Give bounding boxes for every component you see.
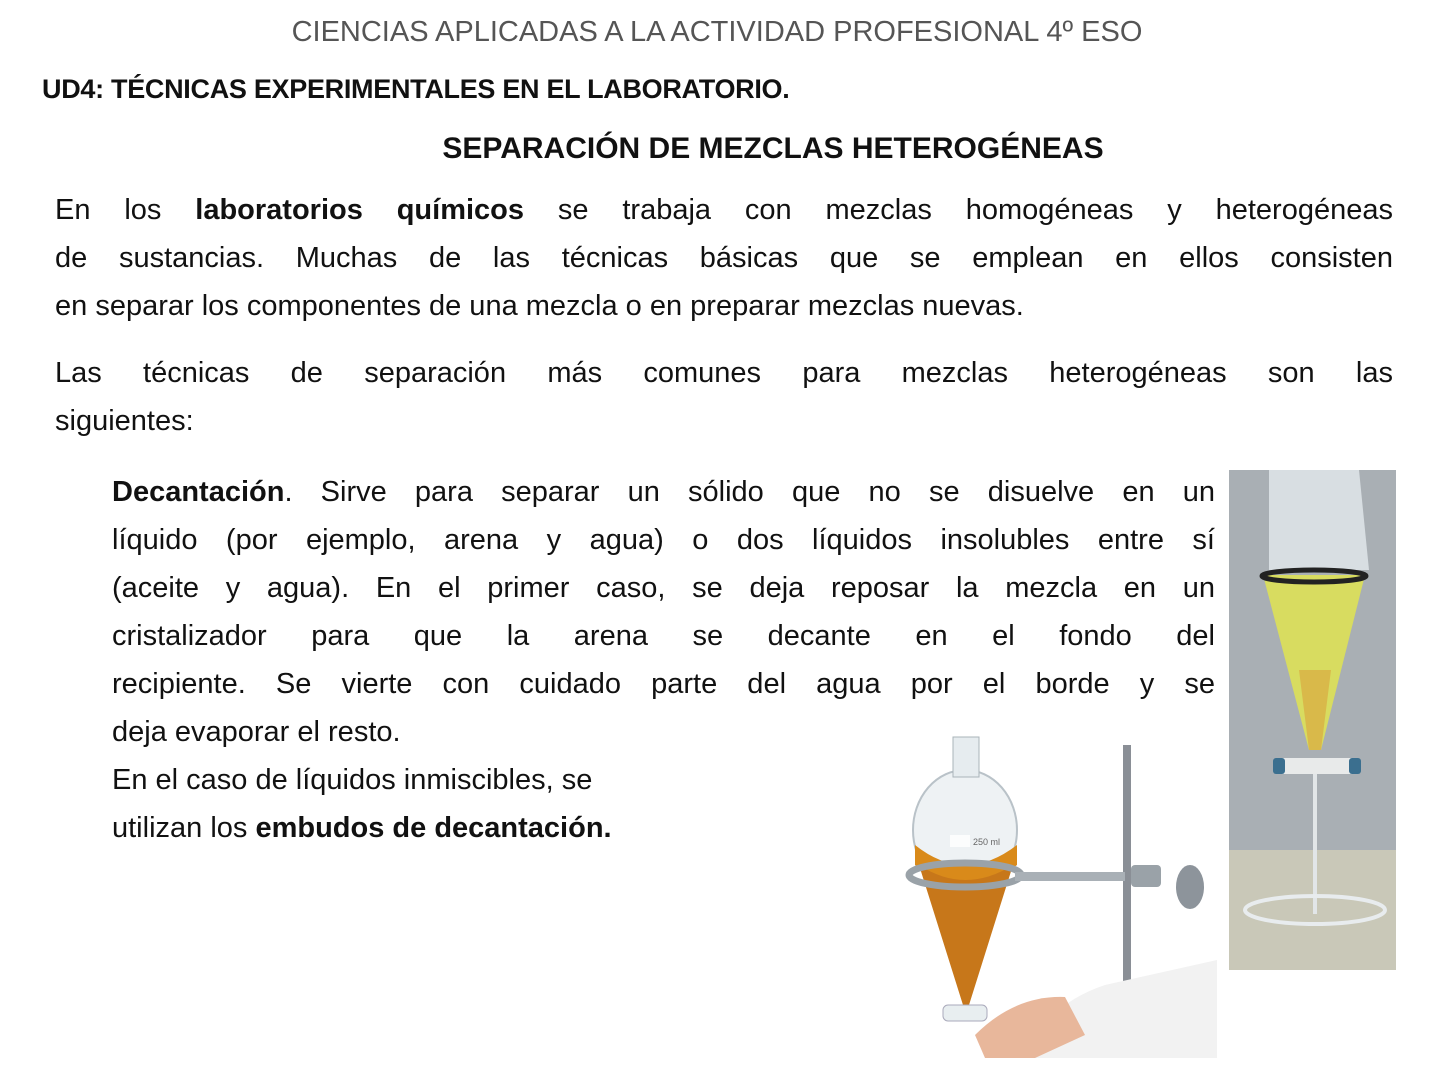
course-title: CIENCIAS APLICADAS A LA ACTIVIDAD PROFESIONAL 4º ESO xyxy=(291,16,1143,48)
text-segment: líquido (por ejemplo, arena y agua) o dos líquidos insolubles entre sí xyxy=(112,524,1215,556)
yellow-liquid-funnel-photo xyxy=(1229,470,1396,970)
bold-term: embudos de decantación. xyxy=(255,812,612,844)
text-segment: (aceite y agua). En el primer caso, se deja reposar la mezcla en un xyxy=(112,572,1215,604)
text-line xyxy=(55,282,1393,330)
text-segment: cristalizador para que la arena se decante en el fondo del xyxy=(112,620,1215,652)
techniques-paragraph xyxy=(55,349,1393,445)
text-segment: En el caso de líquidos inmiscibles, se xyxy=(112,764,593,796)
text-segment: En los xyxy=(55,194,196,226)
text-line xyxy=(55,234,1393,282)
text-line xyxy=(112,468,1215,516)
text-segment: recipiente. Se vierte con cuidado parte del agua por el borde y se xyxy=(112,668,1215,700)
text-segment: Las técnicas de separación más comunes para mezclas heterogéneas son las xyxy=(55,357,1393,389)
text-line xyxy=(112,660,1215,708)
text-segment: . Sirve para separar un sólido que no se disuelve en un xyxy=(284,476,1215,508)
text-segment: utilizan los xyxy=(112,812,256,844)
text-line xyxy=(112,516,1215,564)
text-line xyxy=(112,564,1215,612)
funnel-volume-label: 250 ml xyxy=(973,837,1001,847)
intro-paragraph xyxy=(55,186,1393,330)
separatory-funnel-stand-photo xyxy=(905,735,1217,1058)
text-line xyxy=(55,349,1393,397)
text-segment: de sustancias. Muchas de las técnicas básicas que se emplean en ellos consisten xyxy=(55,242,1393,274)
unit-title: UD4: TÉCNICAS EXPERIMENTALES EN EL LABORATORIO. xyxy=(42,74,790,104)
bold-term: Decantación xyxy=(112,476,285,508)
text-segment: siguientes: xyxy=(55,405,194,437)
text-line xyxy=(55,186,1393,234)
text-segment: deja evaporar el resto. xyxy=(112,716,401,748)
text-segment: se trabaja con mezclas homogéneas y heterogéneas xyxy=(524,194,1393,226)
text-line xyxy=(55,397,1393,445)
text-line xyxy=(112,612,1215,660)
text-segment: en separar los componentes de una mezcla o en preparar mezclas nuevas. xyxy=(55,290,1024,322)
section-heading: SEPARACIÓN DE MEZCLAS HETEROGÉNEAS xyxy=(442,132,1104,165)
bold-term: laboratorios químicos xyxy=(195,194,525,226)
